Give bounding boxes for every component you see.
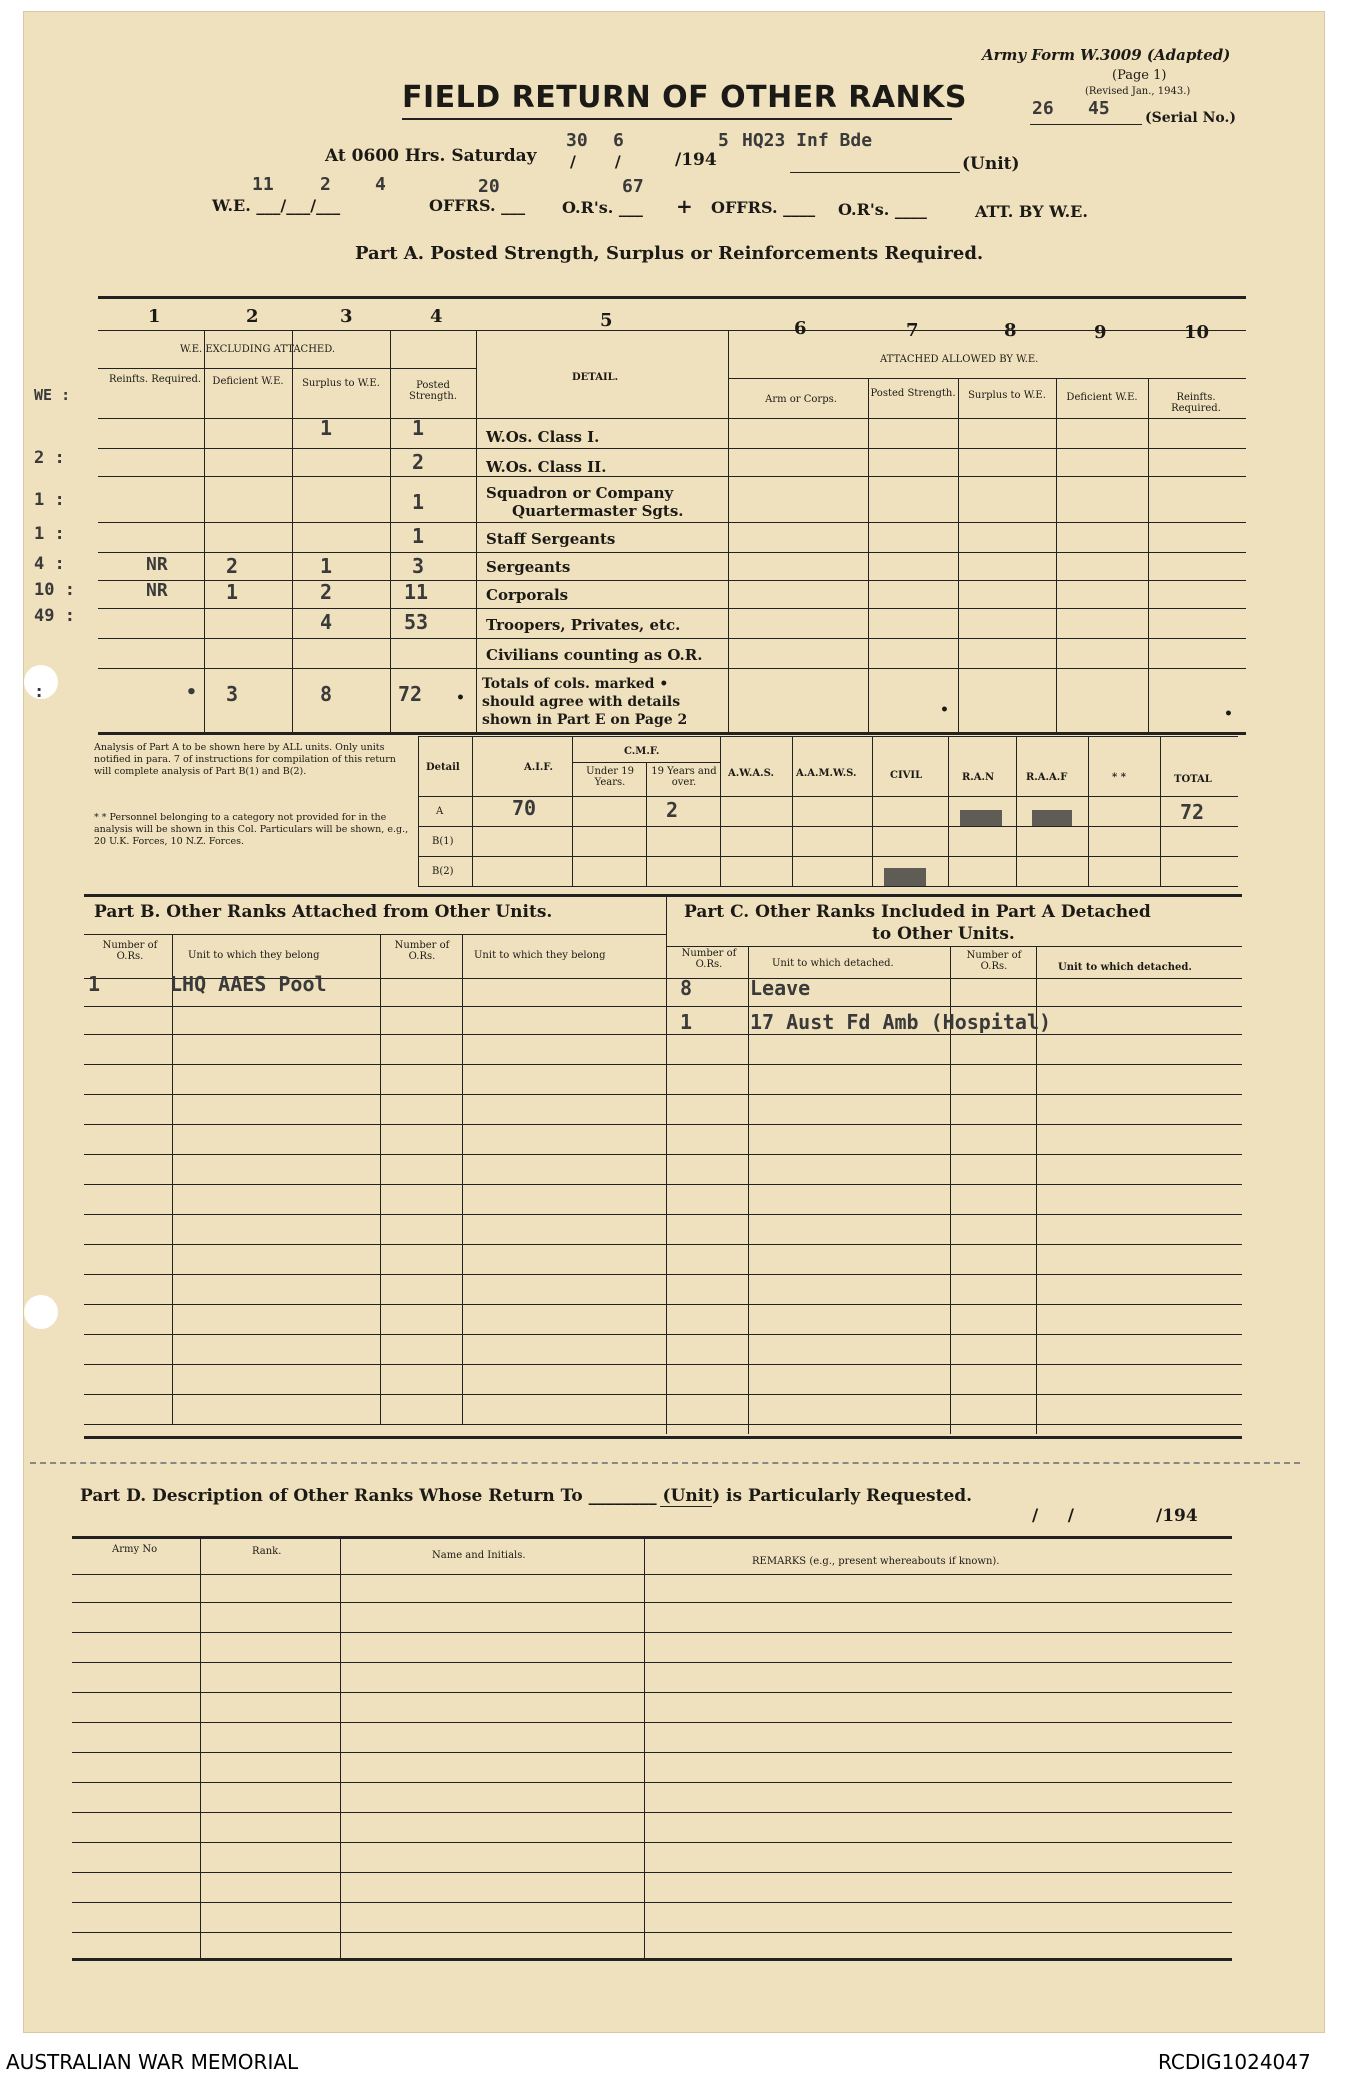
- margin-value: 1 :: [34, 490, 65, 510]
- part-c-title: Part C. Other Ranks Included in Part A Detached: [684, 902, 1151, 922]
- detail-row-label: shown in Part E on Page 2: [482, 712, 688, 728]
- col-number: 6: [794, 318, 807, 339]
- part-a-title: Part A. Posted Strength, Surplus or Reinforcements Required.: [355, 243, 984, 264]
- analysis-row-label: B(1): [432, 836, 454, 847]
- cell-value: 2: [226, 554, 239, 578]
- at-time-label: At 0600 Hrs. Saturday: [325, 146, 537, 166]
- part-c-header: Unit to which detached.: [772, 958, 894, 969]
- obscured-mark: [884, 868, 926, 886]
- cell-value: 3: [226, 682, 239, 706]
- part-d-year: /194: [1156, 1506, 1198, 1526]
- col-number: 8: [1004, 320, 1017, 341]
- date-day: 30: [566, 130, 588, 151]
- cell-value: 1: [412, 490, 425, 514]
- detail-row-label: Troopers, Privates, etc.: [486, 616, 681, 634]
- cell-value: 4: [320, 610, 333, 634]
- detail-row-label: Corporals: [486, 586, 569, 604]
- cell-value: 70: [512, 796, 537, 820]
- cell-value: 1: [412, 416, 425, 440]
- detail-row-label: W.Os. Class I.: [486, 428, 600, 446]
- form-paper: [24, 12, 1324, 2032]
- cell-value: •: [186, 682, 197, 703]
- analysis-header: C.M.F.: [624, 746, 660, 757]
- cell-value: 2: [666, 798, 679, 822]
- analysis-header: TOTAL: [1174, 774, 1212, 785]
- col-header: Posted Strength.: [870, 388, 956, 399]
- revised-label: (Revised Jan., 1943.): [1085, 86, 1191, 97]
- col-header: Surplus to W.E.: [302, 378, 380, 389]
- col-header: Posted Strength.: [408, 380, 458, 402]
- offrs-value: 20: [478, 176, 500, 197]
- date-month: 6: [613, 130, 624, 151]
- analysis-header: * *: [1112, 772, 1126, 783]
- cell-value: 1: [320, 416, 333, 440]
- date-slashes: / /: [570, 152, 621, 171]
- detail-row-label: should agree with details: [482, 694, 681, 710]
- margin-value: 1 :: [34, 524, 65, 544]
- part-c-number: 8: [680, 976, 693, 1000]
- detail-row-label: Totals of cols. marked •: [482, 676, 669, 692]
- part-c-number: 1: [680, 1010, 693, 1034]
- col-header: Deficient W.E.: [212, 376, 284, 387]
- detail-row-label: W.Os. Class II.: [486, 458, 607, 476]
- unit-label: (Unit): [962, 154, 1020, 174]
- serial-day: 26: [1032, 98, 1054, 119]
- cell-value: 11: [404, 580, 429, 604]
- cell-value: 3: [412, 554, 425, 578]
- attached-allowed: ATTACHED ALLOWED BY W.E.: [880, 354, 1039, 365]
- cell-mark: •: [940, 702, 949, 718]
- col-number: 9: [1094, 322, 1107, 343]
- part-b-title: Part B. Other Ranks Attached from Other Units.: [94, 902, 553, 922]
- we-value-1: 11: [252, 174, 274, 195]
- part-d-title: Part D. Description of Other Ranks Whose Return To ________ (Unit) is Particularly Requested.: [80, 1486, 973, 1506]
- detail-row-label: Quartermaster Sgts.: [512, 502, 684, 520]
- cell-value: 72: [1180, 800, 1205, 824]
- part-c-header: Unit to which detached.: [1058, 962, 1192, 973]
- serial-month: 45: [1088, 98, 1110, 119]
- analysis-header: R.A.N: [962, 772, 995, 783]
- cell-value: 1: [320, 554, 333, 578]
- archive-id: RCDIG1024047: [1158, 2050, 1311, 2074]
- cell-value: NR: [146, 580, 168, 601]
- obscured-mark: [960, 810, 1002, 826]
- col-number: 1: [148, 306, 161, 327]
- analysis-header: A.W.A.S.: [728, 768, 774, 779]
- detail-header: DETAIL.: [572, 372, 619, 383]
- cell-mark: •: [456, 690, 465, 706]
- col-number: 7: [906, 320, 919, 341]
- personnel-note: * * Personnel belonging to a category not provided for in the analysis will be shown in this Col. Particulars will be shown, e.g., 20 U.K. Forces, 10 N.Z. Forces.: [94, 812, 409, 847]
- col-header: Arm or Corps.: [765, 394, 837, 405]
- analysis-row-label: B(2): [432, 866, 454, 877]
- att-by-we-label: ATT. BY W.E.: [975, 202, 1088, 221]
- cell-value: 2: [320, 580, 333, 604]
- part-c-header: Number of O.Rs.: [966, 950, 1022, 972]
- unit-line: [790, 172, 960, 173]
- cell-value: 1: [226, 580, 239, 604]
- cell-value: 72: [398, 682, 423, 706]
- col-number: 2: [246, 306, 259, 327]
- part-d-header: REMARKS (e.g., present whereabouts if known).: [752, 1556, 1000, 1567]
- part-d-header: Name and Initials.: [432, 1550, 526, 1561]
- col-header: Deficient W.E.: [1066, 392, 1138, 403]
- serial-line: [1030, 124, 1142, 125]
- margin-value: 4 :: [34, 554, 65, 574]
- col-header: Reinfts. Required.: [108, 374, 202, 385]
- unit-name: HQ23 Inf Bde: [742, 130, 873, 151]
- serial-label: (Serial No.): [1145, 110, 1236, 126]
- part-b-header: Number of O.Rs.: [102, 940, 158, 962]
- analysis-row-label: A: [436, 806, 444, 817]
- ors-label: O.R's. ___: [562, 198, 643, 217]
- col-header: Reinfts. Required.: [1171, 392, 1221, 414]
- att-offrs-label: OFFRS. ____: [711, 198, 816, 217]
- part-c-title-line2: to Other Units.: [872, 924, 1015, 944]
- part-b-header: Unit to which they belong: [474, 950, 606, 961]
- archive-credit: AUSTRALIAN WAR MEMORIAL: [6, 2050, 299, 2074]
- we-value-3: 4: [375, 174, 386, 195]
- cell-value: 53: [404, 610, 429, 634]
- detail-row-label: Squadron or Company: [486, 484, 674, 502]
- analysis-header: Detail: [426, 762, 460, 773]
- part-d-header: Army No: [112, 1544, 158, 1555]
- part-b-unit: LHQ AAES Pool: [170, 972, 327, 996]
- part-c-unit: 17 Aust Fd Amb (Hospital): [750, 1010, 1052, 1034]
- col-number: 3: [340, 306, 353, 327]
- punch-hole: [24, 1295, 58, 1329]
- margin-value: :: [34, 682, 45, 702]
- col-number: 5: [600, 310, 613, 331]
- we-label: W.E. ___/___/___: [212, 196, 341, 215]
- part-c-unit: Leave: [750, 976, 811, 1000]
- part-b-header: Number of O.Rs.: [394, 940, 450, 962]
- part-c-header: Number of O.Rs.: [681, 948, 737, 970]
- perforation: [30, 1462, 1300, 1464]
- col-header: Surplus to W.E.: [968, 390, 1046, 401]
- analysis-note: Analysis of Part A to be shown here by ALL units. Only units notified in para. 7 of instructions for compilation of this return will complete analysis of Part B(1) and B(2).: [94, 742, 396, 777]
- att-ors-label: O.R's. ____: [838, 200, 927, 219]
- part-a-top-rule: [98, 296, 1246, 299]
- col-number: 4: [430, 306, 443, 327]
- cell-mark: •: [1224, 706, 1233, 722]
- col-number: 10: [1184, 322, 1210, 343]
- analysis-header: CIVIL: [890, 770, 923, 781]
- analysis-header: R.A.A.F: [1026, 772, 1068, 783]
- analysis-header: 19 Years and over.: [651, 766, 717, 788]
- margin-value: 2 :: [34, 448, 65, 468]
- page-label: (Page 1): [1112, 68, 1167, 83]
- margin-we-label: WE :: [34, 386, 71, 404]
- cell-value: NR: [146, 554, 168, 575]
- detail-row-label: Staff Sergeants: [486, 530, 616, 548]
- part-b-header: Unit to which they belong: [188, 950, 320, 961]
- we-value-2: 2: [320, 174, 331, 195]
- form-title: FIELD RETURN OF OTHER RANKS: [402, 80, 968, 115]
- part-b-number: 1: [88, 972, 101, 996]
- offrs-label: OFFRS. ___: [429, 196, 526, 215]
- part-d-date-slashes: / /: [1032, 1506, 1075, 1526]
- margin-value: 10 :: [34, 580, 75, 600]
- form-number: Army Form W.3009 (Adapted): [982, 46, 1231, 64]
- analysis-header: A.I.F.: [524, 762, 553, 773]
- date-year-digit: 5: [718, 130, 729, 151]
- analysis-header: A.A.M.W.S.: [796, 768, 857, 779]
- detail-row-label: Civilians counting as O.R.: [486, 646, 703, 664]
- cell-value: 8: [320, 682, 333, 706]
- ors-value: 67: [622, 176, 644, 197]
- cell-value: 1: [412, 524, 425, 548]
- we-excluding-attached: W.E. EXCLUDING ATTACHED.: [180, 344, 336, 355]
- title-underline: [402, 118, 952, 120]
- detail-row-label: Sergeants: [486, 558, 571, 576]
- date-year-prefix: /194: [675, 150, 717, 170]
- margin-value: 49 :: [34, 606, 75, 626]
- plus-sign: +: [676, 194, 693, 218]
- part-d-header: Rank.: [252, 1546, 282, 1557]
- analysis-header: Under 19 Years.: [586, 766, 634, 788]
- obscured-mark: [1032, 810, 1072, 826]
- cell-value: 2: [412, 450, 425, 474]
